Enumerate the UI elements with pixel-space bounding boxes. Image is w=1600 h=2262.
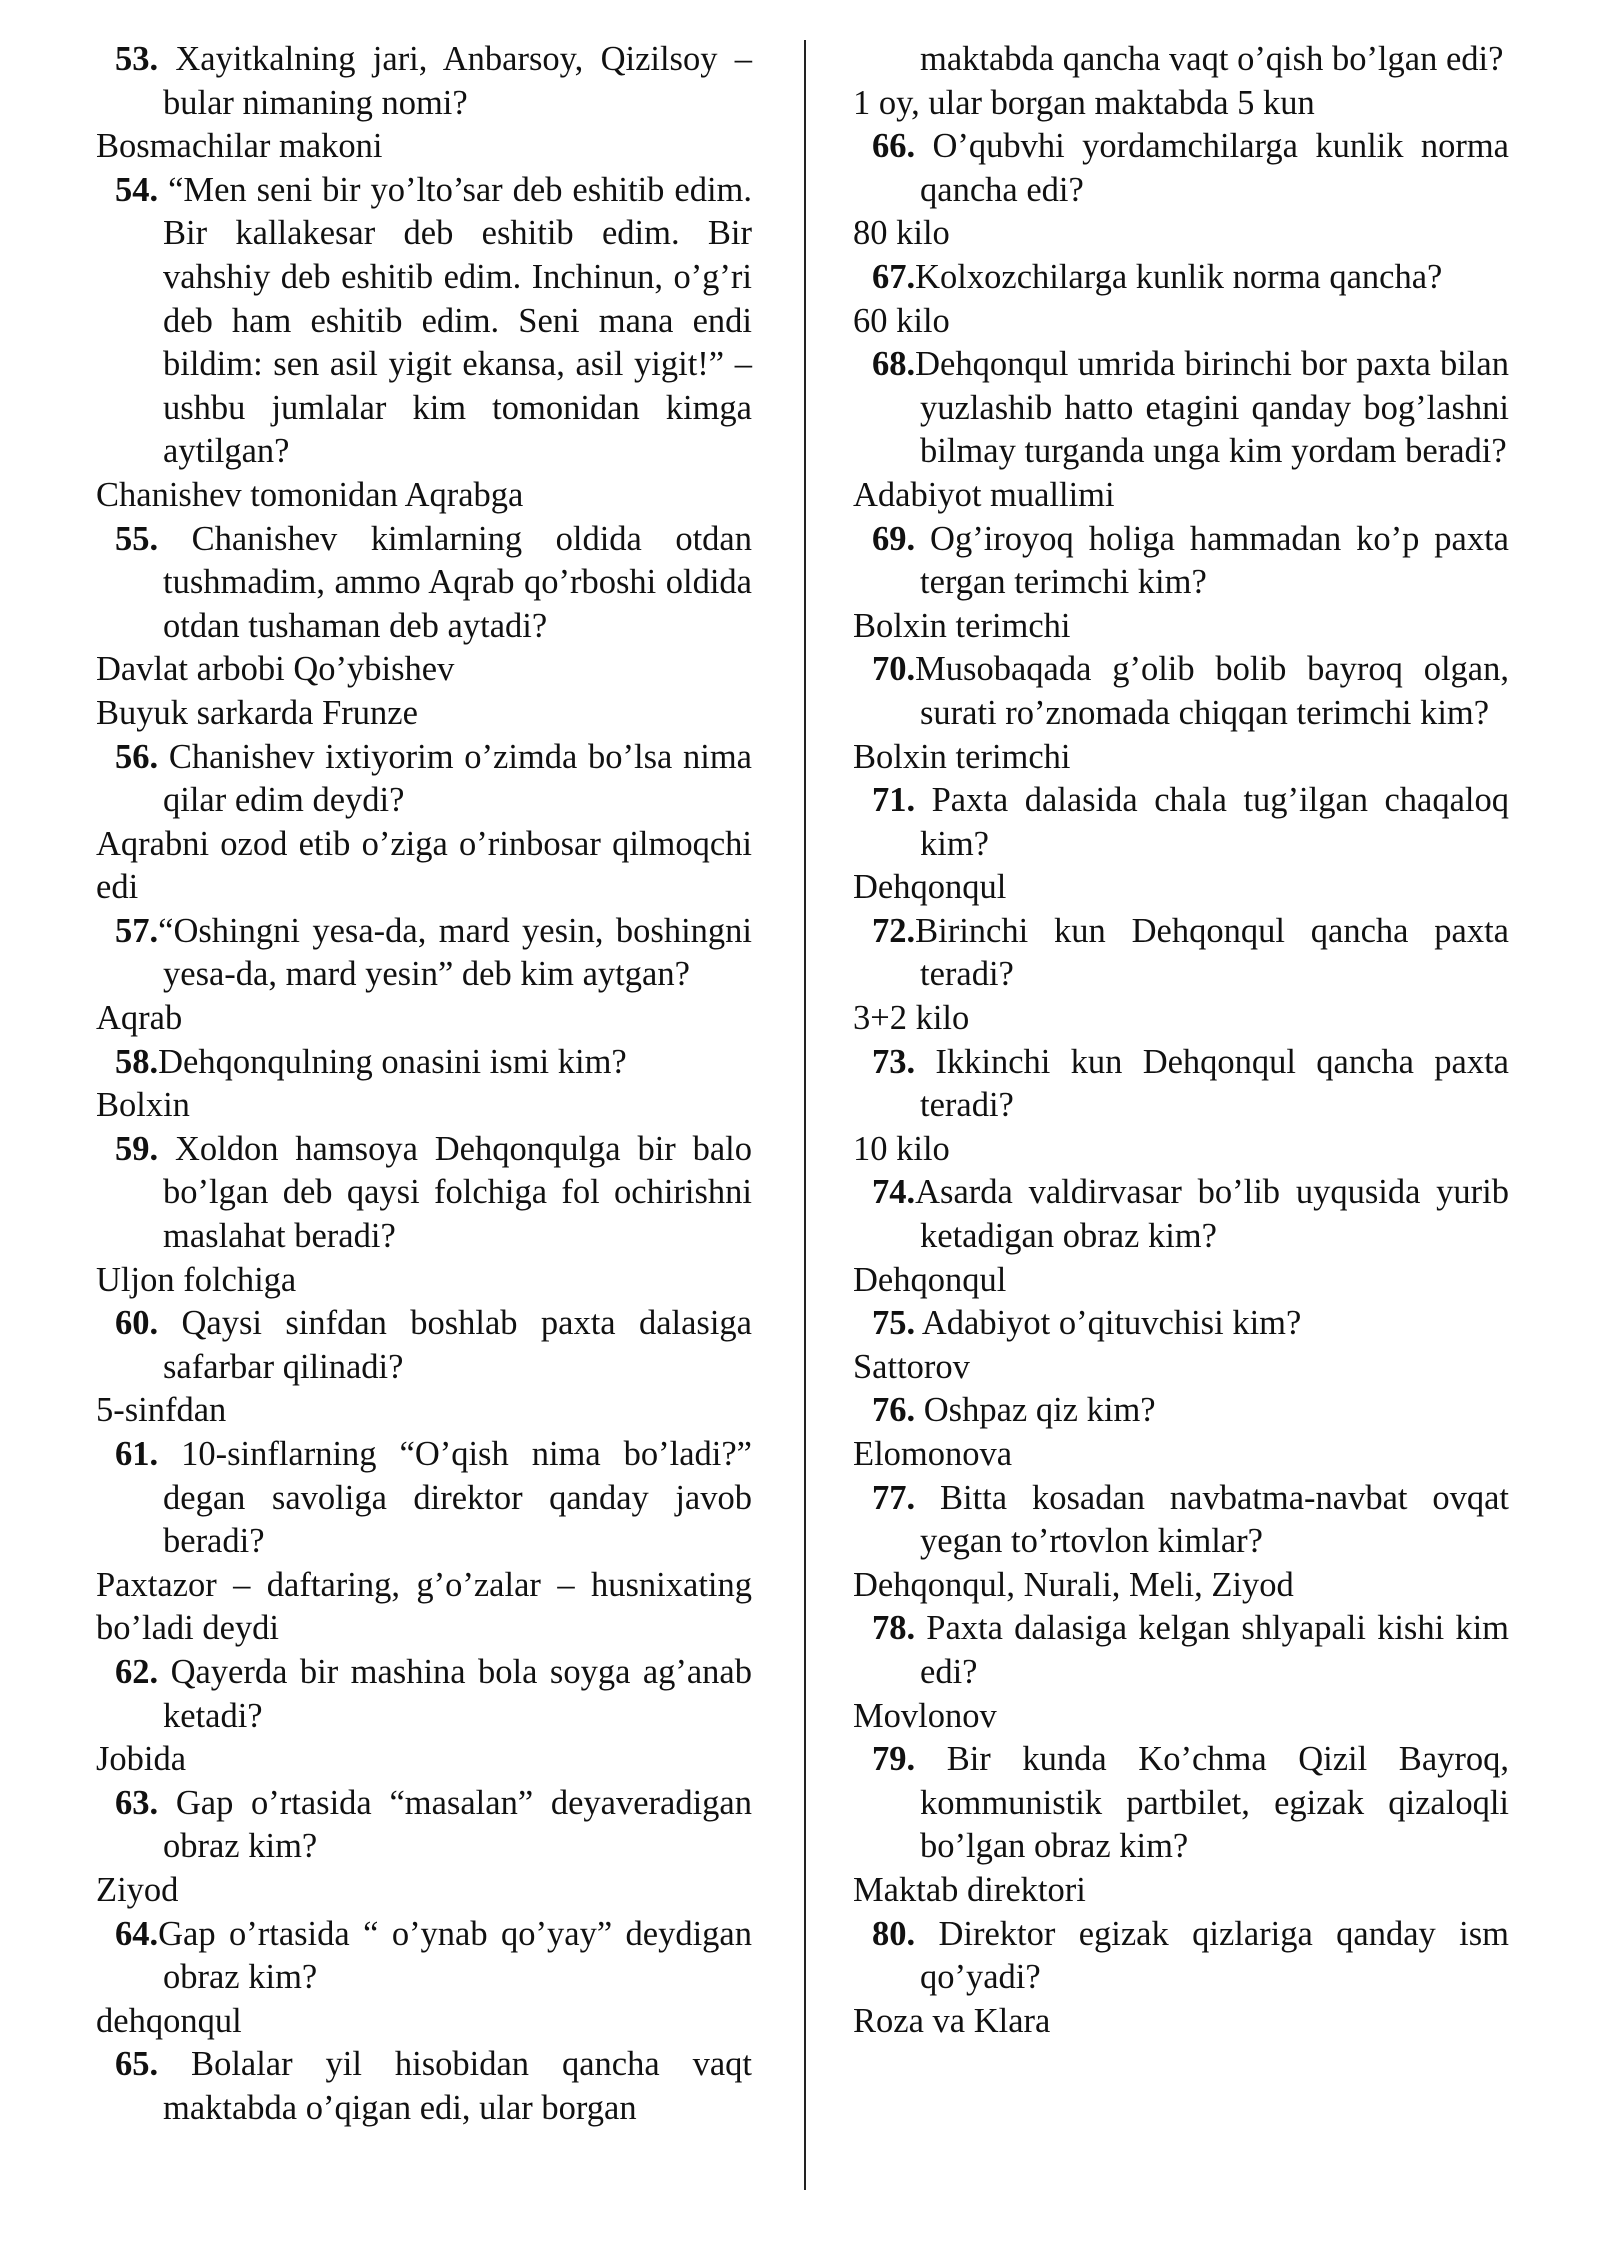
question-number: 58.	[115, 1042, 159, 1081]
answer-line: Bolxin terimchi	[853, 737, 1071, 776]
question-text: Paxta dalasiga kelgan shlyapali kishi kim edi?	[915, 1609, 1509, 1691]
answer-line: Roza va Klara	[853, 2001, 1051, 2040]
question-item	[853, 518, 1509, 605]
answer-line: 10 kilo	[853, 1129, 950, 1168]
question-number: 69.	[872, 519, 916, 558]
question-text: Bitta kosadan navbatma-navbat ovqat yegan to’rtovlon kimlar?	[915, 1478, 1509, 1561]
question-text: Bolalar yil hisobidan qancha vaqt maktabda o’qigan edi, ular borgan	[158, 2045, 752, 2127]
question-text: Kolxozchilarga kunlik norma qancha?	[915, 257, 1443, 296]
question-text: Dehqonqulning onasini ismi kim?	[158, 1042, 627, 1081]
question-text: Xayitkalning jari, Anbarsoy, Qizilsoy – bular nimaning nomi?	[158, 40, 752, 122]
question-number: 68.	[872, 345, 916, 384]
question-item	[96, 736, 752, 823]
answer-line: dehqonqul	[96, 2001, 242, 2040]
question-number: 77.	[872, 1478, 916, 1517]
answer-line: 80 kilo	[853, 214, 950, 253]
question-text: Direktor egizak qizlariga qanday ism qo’yadi?	[915, 1914, 1509, 1997]
left-column	[96, 38, 752, 2131]
question-item	[96, 2043, 752, 2130]
question-number: 70.	[872, 650, 916, 689]
question-number: 55.	[115, 519, 159, 558]
question-item	[96, 169, 752, 474]
question-item	[853, 779, 1509, 866]
answer-line: Chanishev tomonidan Aqrabga	[96, 475, 524, 514]
question-number: 54.	[115, 170, 159, 209]
question-number: 64.	[115, 1914, 159, 1953]
question-text: Dehqonqul umrida birinchi bor paxta bilan yuzlashib hatto etagini qanday bog’lashni bilmay turganda unga kim yordam beradi?	[915, 345, 1509, 471]
question-number: 67.	[872, 257, 916, 296]
question-text: Paxta dalasida chala tug’ilgan chaqaloq kim?	[915, 781, 1509, 863]
question-number: 76.	[872, 1391, 916, 1430]
question-text: Qayerda bir mashina bola soyga ag’anab ketadi?	[158, 1652, 752, 1735]
question-item	[853, 1477, 1509, 1564]
question-number: 60.	[115, 1304, 159, 1343]
question-number: 72.	[872, 911, 916, 950]
question-item	[853, 1389, 1509, 1433]
question-item	[96, 1651, 752, 1738]
question-text: Adabiyot o’qituvchisi kim?	[915, 1304, 1302, 1343]
question-text: “Oshingni yesa-da, mard yesin, boshingni yesa-da, mard yesin” deb kim aytgan?	[158, 911, 752, 994]
question-number: 79.	[872, 1740, 916, 1779]
column-divider	[804, 40, 806, 2190]
question-text: Musobaqada g’olib bolib bayroq olgan, surati ro’znomada chiqqan terimchi kim?	[915, 650, 1509, 732]
answer-line: Bolxin terimchi	[853, 606, 1071, 645]
answer-line: Movlonov	[853, 1696, 997, 1735]
question-text: Birinchi kun Dehqonqul qancha paxta teradi?	[915, 911, 1509, 994]
question-text: Chanishev kimlarning oldida otdan tushmadim, ammo Aqrab qo’rboshi oldida otdan tushaman deb aytadi?	[158, 519, 752, 645]
question-number: 75.	[872, 1304, 916, 1343]
question-number: 59.	[115, 1129, 159, 1168]
question-number: 80.	[872, 1914, 916, 1953]
question-text: “Men seni bir yo’lto’sar deb eshitib edim. Bir kallakesar deb eshitib edim. Bir vahshiy deb eshitib edim. Inchinun, o’g’ri deb ham eshitib edim. Seni mana endi bildim: sen asil yigit ekansa, asil yigit!” – ushbu jumlalar kim tomonidan kimga aytilgan?	[158, 170, 752, 471]
question-text: Ikkinchi kun Dehqonqul qancha paxta teradi?	[915, 1042, 1509, 1125]
right-column	[853, 38, 1509, 2043]
question-item	[853, 1171, 1509, 1258]
question-text: Bir kunda Ko’chma Qizil Bayroq, kommunistik partbilet, egizak qizaloqli bo’lgan obraz kim?	[915, 1740, 1509, 1866]
answer-line: Dehqonqul	[853, 1260, 1007, 1299]
question-text: O’qubvhi yordamchilarga kunlik norma qancha edi?	[915, 127, 1509, 209]
question-item	[853, 1738, 1509, 1869]
answer-line: Aqrabni ozod etib o’ziga o’rinbosar qilmoqchi edi	[96, 824, 752, 907]
answer-line: Uljon folchiga	[96, 1260, 297, 1299]
answer-line: Davlat arbobi Qo’ybishev	[96, 650, 455, 689]
question-item	[96, 1782, 752, 1869]
answer-line: Bolxin	[96, 1086, 190, 1125]
question-item	[96, 38, 752, 125]
question-item	[853, 343, 1509, 474]
question-number: 62.	[115, 1652, 159, 1691]
question-item	[853, 648, 1509, 735]
question-number: 61.	[115, 1435, 159, 1473]
question-item	[96, 1302, 752, 1389]
question-number: 66.	[872, 127, 916, 166]
answer-line: Dehqonqul, Nurali, Meli, Ziyod	[853, 1565, 1294, 1604]
question-item	[96, 518, 752, 649]
answer-line: 3+2 kilo	[853, 999, 970, 1038]
answer-line: Adabiyot muallimi	[853, 475, 1115, 514]
question-text: 10-sinflarning “O’qish nima bo’ladi?” degan savoliga direktor qanday javob beradi?	[158, 1435, 752, 1561]
answer-line: 1 oy, ular borgan maktabda 5 kun	[853, 83, 1315, 122]
question-item	[96, 1913, 752, 2000]
answer-line: Elomonova	[853, 1435, 1013, 1473]
question-item	[853, 125, 1509, 212]
question-item	[96, 1128, 752, 1259]
answer-line: Paxtazor – daftaring, g’o’zalar – husnixating bo’ladi deydi	[96, 1565, 752, 1648]
question-item	[853, 1302, 1509, 1346]
question-number: 65.	[115, 2045, 159, 2084]
question-text: Oshpaz qiz kim?	[915, 1391, 1156, 1430]
question-item	[96, 1433, 752, 1564]
question-number: 71.	[872, 781, 916, 820]
question-text: Gap o’rtasida “masalan” deyaveradigan obraz kim?	[158, 1783, 752, 1866]
answer-line: Bosmachilar makoni	[96, 127, 383, 166]
answer-line: Maktab direktori	[853, 1870, 1086, 1909]
question-number: 74.	[872, 1173, 916, 1212]
question-number: 63.	[115, 1783, 159, 1822]
question-item	[853, 256, 1509, 300]
question-continuation: maktabda qancha vaqt o’qish bo’lgan edi?	[920, 40, 1504, 78]
question-number: 78.	[872, 1609, 916, 1648]
question-text: Qaysi sinfdan boshlab paxta dalasiga safarbar qilinadi?	[158, 1304, 752, 1386]
answer-line: Buyuk sarkarda Frunze	[96, 693, 418, 732]
question-item	[853, 1913, 1509, 2000]
question-number: 56.	[115, 737, 159, 776]
answer-line: Dehqonqul	[853, 868, 1007, 907]
question-text: Asarda valdirvasar bo’lib uyqusida yurib ketadigan obraz kim?	[915, 1173, 1509, 1256]
question-number: 57.	[115, 911, 159, 950]
question-item	[853, 1041, 1509, 1128]
question-number: 73.	[872, 1042, 916, 1081]
question-item	[96, 1041, 752, 1085]
question-text: Gap o’rtasida “ o’ynab qo’yay” deydigan obraz kim?	[158, 1914, 752, 1997]
answer-line: Jobida	[96, 1740, 187, 1779]
question-item	[96, 910, 752, 997]
question-number: 53.	[115, 40, 159, 78]
answer-line: Aqrab	[96, 999, 183, 1038]
answer-line: Sattorov	[853, 1347, 970, 1386]
question-text: Xoldon hamsoya Dehqonqulga bir balo bo’lgan deb qaysi folchiga fol ochirishni maslahat beradi?	[158, 1129, 752, 1256]
question-text: Og’iroyoq holiga hammadan ko’p paxta tergan terimchi kim?	[915, 519, 1509, 602]
question-item	[853, 1607, 1509, 1694]
answer-line: 5-sinfdan	[96, 1391, 227, 1430]
answer-line: 60 kilo	[853, 301, 950, 340]
question-item	[853, 910, 1509, 997]
question-text: Chanishev ixtiyorim o’zimda bo’lsa nima qilar edim deydi?	[158, 737, 752, 820]
answer-line: Ziyod	[96, 1870, 179, 1909]
